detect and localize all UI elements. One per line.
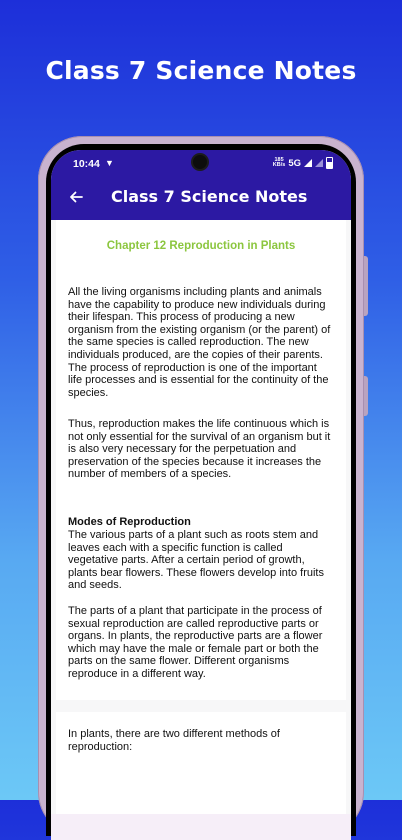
phone-frame: [38, 136, 364, 836]
power-button: [364, 376, 368, 416]
network-speed-value: 185: [274, 157, 284, 163]
paragraph-methods: In plants, there are two different methods of reproduction:: [68, 728, 280, 753]
section-heading: Modes of Reproduction: [68, 516, 191, 528]
content-area[interactable]: [51, 220, 351, 840]
status-time: 10:44: [73, 158, 100, 170]
status-icons: [273, 157, 333, 169]
network-type: 5G: [288, 157, 301, 169]
signal-icon: [304, 159, 312, 167]
battery-icon: [326, 157, 333, 169]
bottom-area: [51, 814, 351, 840]
chapter-title: Chapter 12 Reproduction in Plants: [106, 240, 296, 252]
paragraph-vegetative: The various parts of a plant such as roots stem and leaves each with a specific function is called vegetative parts. After a certain period of growth, plants bear flowers. These flowers develop into fruits and seeds.: [68, 529, 324, 592]
app-bar: [51, 176, 351, 220]
paragraph-intro: All the living organisms including plants and animals have the capability to produce new individuals during their lifespan. This process of producing a new organism from the existing organism (or the parent) of the same species is called reproduction. The new individuals produced, are the copies of their parents. The process of reproduction is one of the important life processes and is essential for the continuity of the species.: [68, 286, 331, 399]
volume-button: [364, 256, 368, 316]
app-title: Class 7 Science Notes: [111, 187, 308, 206]
paragraph-reproductive: The parts of a plant that participate in the process of sexual reproduction are called reproductive parts or organs. In plants, the reproductive parts are a flower which may have the male or female part or both the parts on the same flower. Different organisms reproduce in a different way.: [68, 605, 323, 680]
network-speed-unit: KB/s: [272, 162, 286, 168]
status-bar: [51, 150, 351, 176]
paragraph-continuity: Thus, reproduction makes the life continuous which is not only essential for the survival of an organism but it is also very necessary for the perpetuation and preservation of the species because it increases the number of members of a species.: [68, 418, 331, 481]
signal-2-icon: [315, 159, 323, 167]
article-card: [56, 220, 346, 700]
phone-screen: [51, 150, 351, 840]
promo-title: Class 7 Science Notes: [45, 56, 357, 85]
network-speed: [273, 158, 286, 168]
front-camera: [193, 155, 207, 169]
arrow-back-icon[interactable]: [65, 186, 87, 208]
data-saver-icon: ▼: [105, 158, 114, 168]
